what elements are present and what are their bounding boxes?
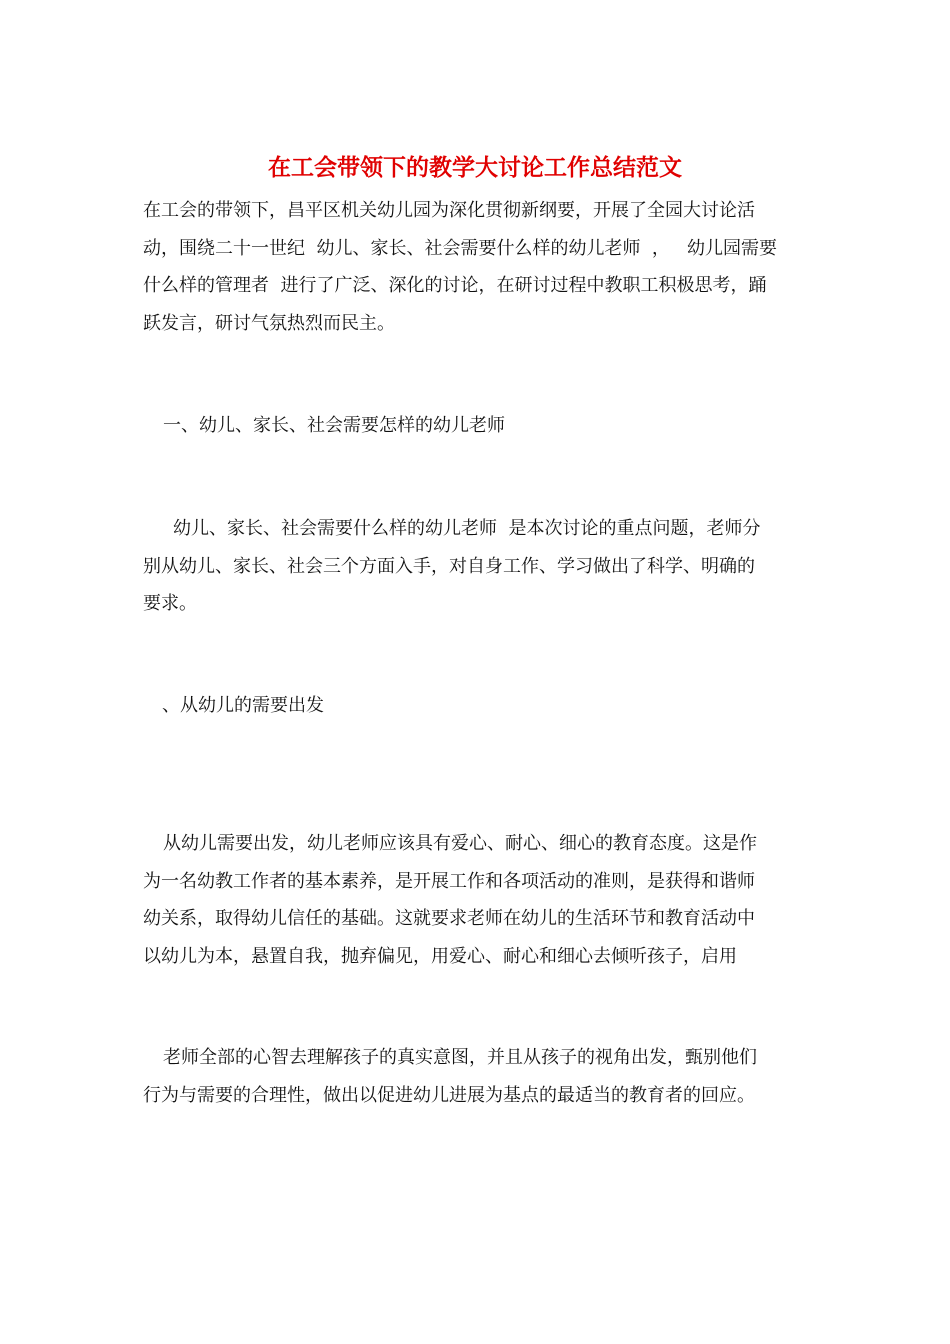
section1-line: 幼儿、家长、社会需要什么样的幼儿老师 是本次讨论的重点问题，老师分 [173,518,761,539]
paragraph-4 [143,1039,807,1114]
section1-line: 要求。 [143,593,197,614]
section1-line: 别从幼儿、家长、社会三个方面入手，对自身工作、学习做出了科学、明确的 [143,555,755,577]
intro-paragraph [143,192,807,342]
intro-line: 什么样的管理者 进行了广泛、深化的讨论，在研讨过程中教职工积极思考，踊 [143,275,767,296]
subsection-heading: 、从幼儿的需要出发 [162,695,324,716]
paragraph-3-line: 以幼儿为本，悬置自我，抛弃偏见，用爱心、耐心和细心去倾听孩子，启用 [143,945,737,967]
intro-line: 跃发言，研讨气氛热烈而民主。 [143,312,395,334]
paragraph-4-line: 老师全部的心智去理解孩子的真实意图，并且从孩子的视角出发，甄别他们 [163,1047,757,1068]
section1-heading: 一、幼儿、家长、社会需要怎样的幼儿老师 [163,415,505,436]
paragraph-4-line: 行为与需要的合理性，做出以促进幼儿进展为基点的最适当的教育者的回应。 [143,1084,755,1106]
paragraph-3 [143,825,807,975]
paragraph-3-line: 从幼儿需要出发，幼儿老师应该具有爱心、耐心、细心的教育态度。这是作 [163,833,757,854]
document-title: 在工会带领下的教学大讨论工作总结范文 [268,155,682,181]
paragraph-3-line: 幼关系，取得幼儿信任的基础。这就要求老师在幼儿的生活环节和教育活动中 [143,908,755,929]
section1-paragraph [143,510,807,623]
paragraph-3-line: 为一名幼教工作者的基本素养，是开展工作和各项活动的准则，是获得和谐师 [143,870,755,892]
intro-line: 动，围绕二十一世纪 幼儿、家长、社会需要什么样的幼儿老师 ， 幼儿园需要 [143,237,778,259]
intro-line: 在工会的带领下，昌平区机关幼儿园为深化贯彻新纲要，开展了全园大讨论活 [143,200,755,221]
